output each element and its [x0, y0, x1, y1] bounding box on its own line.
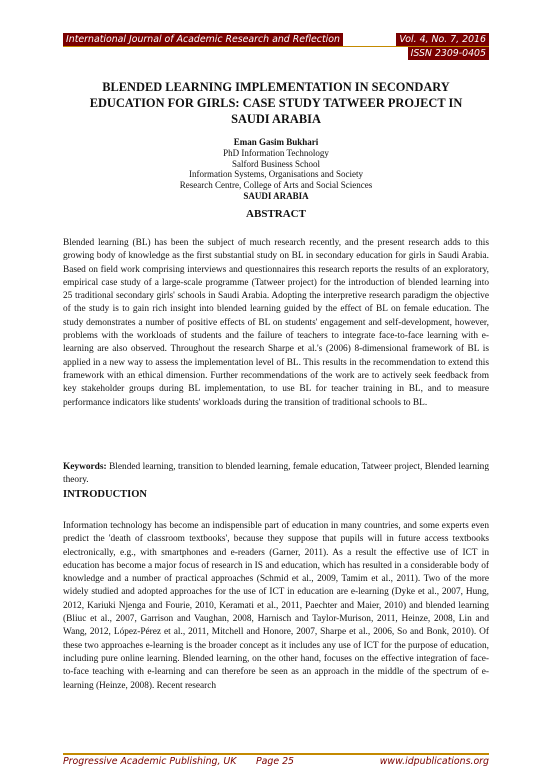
affiliation-line: Research Centre, College of Arts and Social Sciences — [179, 180, 373, 191]
running-header-issn — [63, 47, 489, 60]
keywords-paragraph — [63, 461, 489, 488]
affiliation-line: Salford Business School — [231, 158, 320, 169]
keywords-label: Keywords: — [63, 462, 107, 472]
paper-title: BLENDED LEARNING IMPLEMENTATION IN SECONDARY EDUCATION FOR GIRLS: CASE STUDY TATWEER PROJECT IN SAUDI ARABIA — [89, 80, 463, 126]
journal-name: International Journal of Academic Research and Reflection — [63, 33, 343, 46]
publisher-name: Progressive Academic Publishing, UK — [63, 756, 237, 767]
abstract-text: Blended learning (BL) has been the subject of much research recently, and the present research adds to this growing body of knowledge as the first substantial study on BL in secondary education for girls in Saudi Arabia. Based on field work comprising interviews and questionnaires this research reports the results of an exploratory, empirical case study of a large-scale programme (Tatweer project) for the introduction of blended learning into 25 traditional secondary girls' schools in Saudi Arabia. Adopting the interpretive research paradigm the objective of the study is to gain rich insight into blended learning guided by the effect of BL on female education. The study demonstrates a number of positive effects of BL on students' engagement and self-development, however, problems with the workloads of students and the failure of teachers to integrate face-to-face learning with e-learning are also observed. Throughout the research Sharpe et al.'s (2006) 8-dimensional framework of BL is applied in a new way to assess the implementation level of BL. This results in the recommendation to extend this framework with an ethical dimension. Further recommendations of the work are to actively seek feedback from key stakeholder groups during BL implementation, to use BL for teacher training in BL, and to measure performance indicators like students' workloads during the transition of traditional schools to BL. — [63, 238, 489, 408]
introduction-text: Information technology has become an indispensible part of education in many countries, and some experts even predict the 'death of classroom textbooks', because they suppose that pupils will in future access textbooks electronically, e.g., with smartphones and e-readers (Garner, 2011). As a result the effective use of ICT in education has become a major focus of research in IS and education, which has resulted in a considerable body of knowledge and a number of practical approaches (Schmid et al., 2009, Tamim et al., 2011). Two of the more widely studied and adopted approaches for the use of ICT in education are e-learning (Dyke et al., 2007, Hung, 2012, Kariuki Njenga and Fourie, 2010, Keramati et al., 2011, Paechter and Maier, 2010) and blended learning (Bliuc et al., 2007, Garrison and Vaughan, 2008, Harnisch and Taylor-Murison, 2011, Heinze, 2008, Lin and Wang, 2012, López-Pérez et al., 2011, Mitchell and Honore, 2007, Sharpe et al., 2006, So and Bonk, 2010). Of these two approaches e-learning is the broader concept as it includes any use of ICT for the purpose of education, including pure online learning. Blended learning, on the other hand, focuses on the effective integration of face-to-face teaching with e-learning and can therefore be seen as an approach in the middle of the spectrum of e-learning (Heinze, 2008). Recent research — [63, 521, 489, 691]
running-footer — [63, 756, 489, 769]
author-block — [70, 137, 482, 202]
section-heading-introduction: INTRODUCTION — [63, 489, 148, 500]
page-number: Page 25 — [256, 756, 295, 767]
website-link[interactable]: www.idpublications.org — [379, 756, 489, 767]
author-name: Eman Gasim Bukhari — [233, 137, 319, 147]
abstract-heading: ABSTRACT — [246, 208, 306, 220]
footer-rule — [63, 753, 489, 755]
author-country: SAUDI ARABIA — [243, 190, 309, 201]
keywords-text: Blended learning, transition to blended learning, female education, Tatweer project, Blended learning theory. — [63, 462, 489, 486]
issn-label: ISSN 2309-0405 — [408, 47, 489, 60]
running-header — [63, 33, 489, 46]
volume-info: Vol. 4, No. 7, 2016 — [396, 33, 489, 46]
affiliation-line: PhD Information Technology — [223, 147, 329, 158]
affiliation-line: Information Systems, Organisations and Society — [188, 169, 364, 180]
